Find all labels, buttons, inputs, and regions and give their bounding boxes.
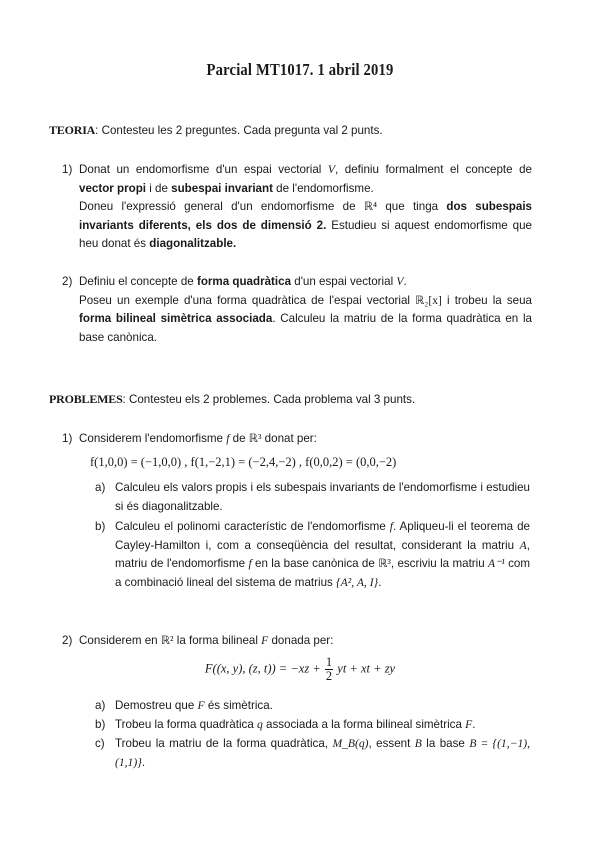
theory-q1-paragraph-1: Donat un endomorfisme d'un espai vectorial V, definiu formalment el concepte de vector propi i de subespai invariant de l'endomorfisme. — [79, 163, 533, 195]
problem-2-intro: 2) Considerem en ℝ² la forma bilineal F donada per: — [62, 632, 532, 651]
question-number: 2) — [62, 275, 73, 288]
problems-header — [49, 390, 415, 409]
theory-question-1 — [62, 161, 532, 254]
problem-1-part-b: b) Calculeu el polinomi característic de l'endomorfisme f. Apliqueu-li el teorema de Cayley-Hamilton i, com a conseqüència del resultat, considerant la matriu A, matriu de l'endomorfisme f en la base canònica de ℝ³, escriviu la matriu A⁻¹ com a combinació lineal del sistema de matrius {A², A, I}. — [95, 520, 530, 589]
theory-intro: Contesteu les 2 preguntes. Cada pregunta val 2 punts. — [101, 124, 383, 137]
problem-2-equation: F((x, y), (z, t)) = −xz + $\frac{1}{2}$ yt + xt + zy — [204, 655, 396, 683]
theory-q1-paragraph-2: Doneu l'expressió general d'un endomorfisme de ℝ⁴ que tinga dos subespais invariants diferents, els dos de dimensió 2. Estudieu si aquest endomorfisme que heu donat és diagonalitzable. — [79, 200, 532, 250]
problem-2-part-b: b) Trobeu la forma quadràtica q associada a la forma bilineal simètrica F. — [95, 718, 476, 731]
problem-number: 2) — [62, 634, 73, 647]
fraction: $\frac{1}{2}$ — [325, 655, 333, 683]
problem-number: 1) — [62, 432, 73, 445]
problems-intro: : Contesteu els 2 problemes. Cada problema val 3 punts. — [122, 393, 416, 406]
theory-q2-paragraph-1: Definiu el concepte de forma quadràtica d'un espai vectorial V. — [79, 275, 407, 288]
problems-heading: PROBLEMES — [49, 392, 123, 406]
theory-header: TEORIA: Contesteu les 2 preguntes. Cada pregunta val 2 punts. — [49, 123, 383, 137]
theory-q2-paragraph-2: Poseu un exemple d'una forma quadràtica de l'espai vectorial ℝ₂[x] i trobeu la seua forma bilineal simètrica associada. Calculeu la matriu de la forma quadràtica en la base canònica. — [79, 293, 533, 344]
problem-1-intro: 1) Considerem l'endomorfisme f de ℝ³ donat per: — [62, 430, 532, 449]
problem-2-part-c: c) Trobeu la matriu de la forma quadràtica, M_B(q), essent B la base B = {(1,−1), (1,1)}. — [95, 737, 530, 769]
theory-heading: TEORIA — [49, 123, 96, 137]
question-number: 1) — [62, 163, 73, 176]
exam-title: Parcial MT1017. 1 abril 2019 — [206, 60, 394, 79]
problem-1-part-a: a) Calculeu els valors propis i els subespais invariants de l'endomorfisme i estudieu si és diagonalitzable. — [95, 481, 530, 513]
problem-2-part-a: a) Demostreu que F és simètrica. — [95, 699, 273, 712]
theory-question-2 — [62, 273, 532, 347]
problem-1-equation: f(1,0,0) = (−1,0,0) , f(1,−2,1) = (−2,4,−2) , f(0,0,2) = (0,0,−2) — [90, 455, 397, 469]
